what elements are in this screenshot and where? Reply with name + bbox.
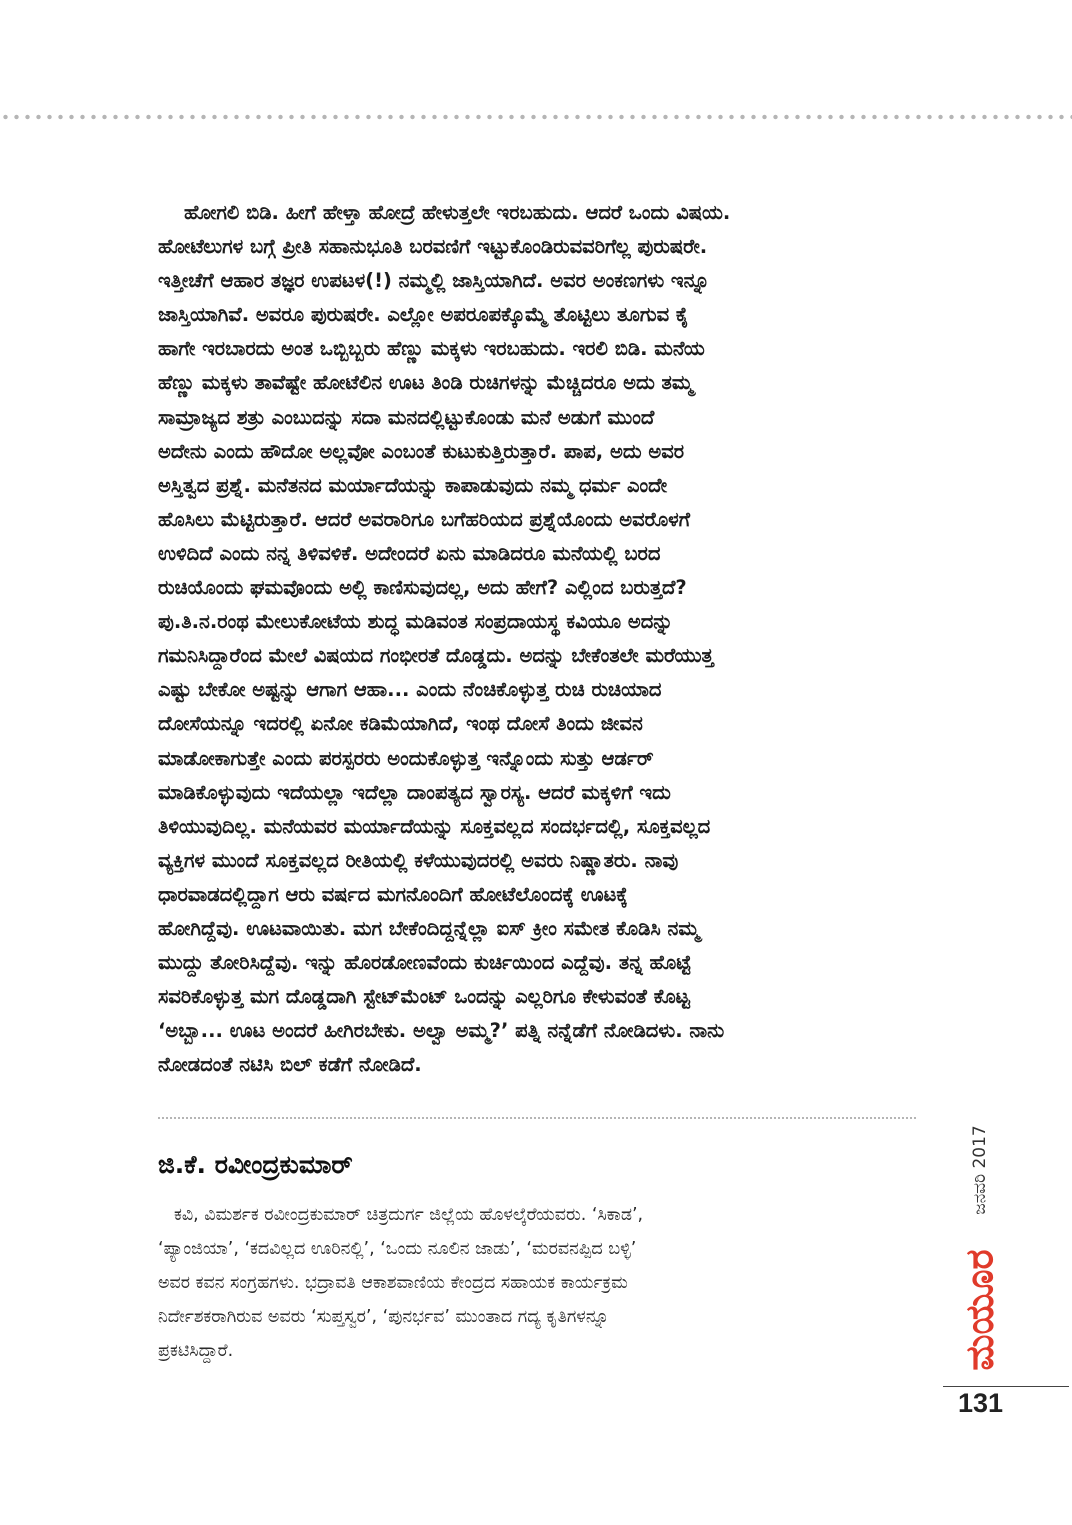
body-line: ಧಾರವಾಡದಲ್ಲಿದ್ದಾಗ ಆರು ವರ್ಷದ ಮಗನೊಂದಿಗೆ ಹೋಟೆಲೊಂದಕ್ಕೆ ಊಟಕ್ಕೆ [158,882,628,906]
bio-line: ನಿರ್ದೇಶಕರಾಗಿರುವ ಅವರು ‘ಸುಪ್ತಸ್ವರ’, ‘ಪುನರ್ಭವ’ ಮುಂತಾದ ಗದ್ಯ ಕೃತಿಗಳನ್ನೂ [158,1307,610,1327]
body-line: ಅಸ್ತಿತ್ವದ ಪ್ರಶ್ನೆ. ಮನೆತನದ ಮರ್ಯಾದೆಯನ್ನು ಕಾಪಾಡುವುದು ನಮ್ಮ ಧರ್ಮ ಎಂದೇ [158,473,668,497]
body-line: ಹೋಗಲಿ ಬಿಡಿ. ಹೀಗೆ ಹೇಳ್ತಾ ಹೋದ್ರೆ ಹೇಳುತ್ತಲೇ ಇರಬಹುದು. ಆದರೆ ಒಂದು ವಿಷಯ. [184,201,731,224]
body-line: ಅದೇನು ಎಂದು ಹೌದೋ ಅಲ್ಲವೋ ಎಂಬಂತೆ ಕುಟುಕುತ್ತಿರುತ್ತಾರೆ. ಪಾಪ, ಅದು ಅವರ [158,439,685,463]
author-name: ಜಿ.ಕೆ. ರವೀಂದ್ರಕುಮಾರ್ [158,1150,353,1179]
top-dotted-rule [0,114,1072,120]
body-line: ತಿಳಿಯುವುದಿಲ್ಲ. ಮನೆಯವರ ಮರ್ಯಾದೆಯನ್ನು ಸೂಕ್ತವಲ್ಲದ ಸಂದರ್ಭದಲ್ಲಿ, ಸೂಕ್ತವಲ್ಲದ [158,814,711,838]
issue-date-text: ಜನವರಿ 2017 [970,1125,990,1215]
magazine-logo [948,1240,1012,1380]
body-line: ಹೋಗಿದ್ದೆವು. ಊಟವಾಯಿತು. ಮಗ ಬೇಕೆಂದಿದ್ದನ್ನೆಲ್ಲಾ ಐಸ್ ಕ್ರೀಂ ಸಮೇತ ಕೊಡಿಸಿ ನಮ್ಮ [158,916,700,940]
body-line: ಉಳಿದಿದೆ ಎಂದು ನನ್ನ ತಿಳಿವಳಿಕೆ. ಅದೇಂದರೆ ಏನು ಮಾಡಿದರೂ ಮನೆಯಲ್ಲಿ ಬರದ [158,541,661,565]
body-line: ಇತ್ತೀಚೆಗೆ ಆಹಾರ ತಜ್ಞರ ಉಪಟಳ(!) ನಮ್ಮಲ್ಲಿ ಜಾಸ್ತಿಯಾಗಿದೆ. ಅವರ ಅಂಕಣಗಳು ಇನ್ನೂ [158,269,710,293]
body-line: ದೋಸೆಯನ್ನೂ ಇದರಲ್ಲಿ ಏನೋ ಕಡಿಮೆಯಾಗಿದೆ, ಇಂಥ ದೋಸೆ ತಿಂದು ಜೀವನ [158,712,643,736]
body-line: ನೋಡದಂತೆ ನಟಿಸಿ ಬಿಲ್ ಕಡೆಗೆ ನೋಡಿದೆ. [158,1053,422,1077]
body-line: ಸಾಮ್ರಾಜ್ಯದ ಶತ್ರು ಎಂಬುದನ್ನು ಸದಾ ಮನದಲ್ಲಿಟ್ಟುಕೊಂಡು ಮನೆ ಅಡುಗೆ ಮುಂದೆ [158,405,655,429]
issue-date [948,1110,1012,1230]
body-line: ಪು.ತಿ.ನ.ರಂಥ ಮೇಲುಕೋಟೆಯ ಶುದ್ಧ ಮಡಿವಂತ ಸಂಪ್ರದಾಯಸ್ಥ ಕವಿಯೂ ಅದನ್ನು [158,610,673,634]
body-line: ಹಾಗೇ ಇರಬಾರದು ಅಂತ ಒಬ್ಬಿಬ್ಬರು ಹೆಣ್ಣು ಮಕ್ಕಳು ಇರಬಹುದು. ಇರಲಿ ಬಿಡಿ. ಮನೆಯ [158,337,705,361]
body-line: ಎಷ್ಟು ಬೇಕೋ ಅಷ್ಟನ್ನು ಆಗಾಗ ಆಹಾ... ಎಂದು ನೆಂಚಿಕೊಳ್ಳುತ್ತ ರುಚಿ ರುಚಿಯಾದ [158,678,662,702]
author-bio [158,1198,918,1368]
body-line: ಹೊಸಿಲು ಮೆಟ್ಟಿರುತ್ತಾರೆ. ಆದರೆ ಅವರಾರಿಗೂ ಬಗೆಹರಿಯದ ಪ್ರಶ್ನೆಯೊಂದು ಅವರೊಳಗೆ [158,507,691,531]
body-line: ‘ಅಬ್ಬಾ... ಊಟ ಅಂದರೆ ಹೀಗಿರಬೇಕು. ಅಲ್ವಾ ಅಮ್ಮ?’ ಪತ್ನಿ ನನ್ನೆಡೆಗೆ ನೋಡಿದಳು. ನಾನು [158,1019,725,1043]
body-line: ಮುದ್ದು ತೋರಿಸಿದ್ದೆವು. ಇನ್ನು ಹೊರಡೋಣವೆಂದು ಕುರ್ಚಿಯಿಂದ ಎದ್ದೆವು. ತನ್ನ ಹೊಟ್ಟೆ [158,951,692,975]
article-body [158,196,918,1082]
bio-line: ಕವಿ, ವಿಮರ್ಶಕ ರವೀಂದ್ರಕುಮಾರ್ ಚಿತ್ರದುರ್ಗ ಜಿಲ್ಲೆಯ ಹೊಳಲ್ಕೆರೆಯವರು. ‘ಸಿಕಾಡ’, [174,1205,644,1225]
body-line: ಮಾಡಿಕೊಳ್ಳುವುದು ಇದೆಯಲ್ಲಾ ಇದೆಲ್ಲಾ ದಾಂಪತ್ಯದ ಸ್ವಾರಸ್ಯ. ಆದರೆ ಮಕ್ಕಳಿಗೆ ಇದು [158,780,671,804]
page-number-rule [943,1386,1069,1387]
page-number: 131 [958,1388,1004,1418]
bio-line: ಅವರ ಕವನ ಸಂಗ್ರಹಗಳು. ಭದ್ರಾವತಿ ಆಕಾಶವಾಣಿಯ ಕೇಂದ್ರದ ಸಹಾಯಕ ಕಾರ್ಯಕ್ರಮ [158,1273,628,1293]
body-line: ಜಾಸ್ತಿಯಾಗಿವೆ. ಅವರೂ ಪುರುಷರೇ. ಎಲ್ಲೋ ಅಪರೂಪಕ್ಕೊಮ್ಮೆ ತೊಟ್ಟಿಲು ತೂಗುವ ಕೈ [158,303,689,327]
section-dotted-rule [158,1117,916,1119]
body-line: ಗಮನಿಸಿದ್ದಾರೆಂದ ಮೇಲೆ ವಿಷಯದ ಗಂಭೀರತೆ ದೊಡ್ಡದು. ಅದನ್ನು ಬೇಕೆಂತಲೇ ಮರೆಯುತ್ತ [158,644,714,668]
body-line: ಮಾಡೋಕಾಗುತ್ತೇ ಎಂದು ಪರಸ್ಪರರು ಅಂದುಕೊಳ್ಳುತ್ತ ಇನ್ನೊಂದು ಸುತ್ತು ಆರ್ಡರ್ [158,746,654,770]
bio-line: ‘ಪ್ಯಾಂಜಿಯಾ’, ‘ಕದವಿಲ್ಲದ ಊರಿನಲ್ಲಿ’, ‘ಒಂದು ನೂಲಿನ ಜಾಡು’, ‘ಮರವನಪ್ಪಿದ ಬಳ್ಳಿ’ [158,1239,637,1259]
body-line: ವ್ಯಕ್ತಿಗಳ ಮುಂದೆ ಸೂಕ್ತವಲ್ಲದ ರೀತಿಯಲ್ಲಿ ಕಳೆಯುವುದರಲ್ಲಿ ಅವರು ನಿಷ್ಣಾತರು. ನಾವು [158,848,679,872]
body-line: ಹೆಣ್ಣು ಮಕ್ಕಳು ತಾವೆಷ್ಟೇ ಹೋಟೆಲಿನ ಊಟ ತಿಂಡಿ ರುಚಿಗಳನ್ನು ಮೆಚ್ಚಿದರೂ ಅದು ತಮ್ಮ [158,371,694,395]
body-line: ಹೋಟೆಲುಗಳ ಬಗ್ಗೆ ಪ್ರೀತಿ ಸಹಾನುಭೂತಿ ಬರವಣಿಗೆ ಇಟ್ಟುಕೊಂಡಿರುವವರಿಗೆಲ್ಲ ಪುರುಷರೇ. [158,235,708,259]
body-line: ಸವರಿಕೊಳ್ಳುತ್ತ ಮಗ ದೊಡ್ಡದಾಗಿ ಸ್ಟೇಟ್‌ಮೆಂಟ್ ಒಂದನ್ನು ಎಲ್ಲರಿಗೂ ಕೇಳುವಂತೆ ಕೊಟ್ಟ [158,985,690,1009]
body-line: ರುಚಿಯೊಂದು ಘಮವೊಂದು ಅಲ್ಲಿ ಕಾಣಿಸುವುದಲ್ಲ, ಅದು ಹೇಗೆ? ಎಲ್ಲಿಂದ ಬರುತ್ತದೆ? [158,576,687,600]
bio-line: ಪ್ರಕಟಿಸಿದ್ದಾರೆ. [158,1341,234,1361]
magazine-logo-text: ಮಯೂರ [957,1249,1002,1371]
